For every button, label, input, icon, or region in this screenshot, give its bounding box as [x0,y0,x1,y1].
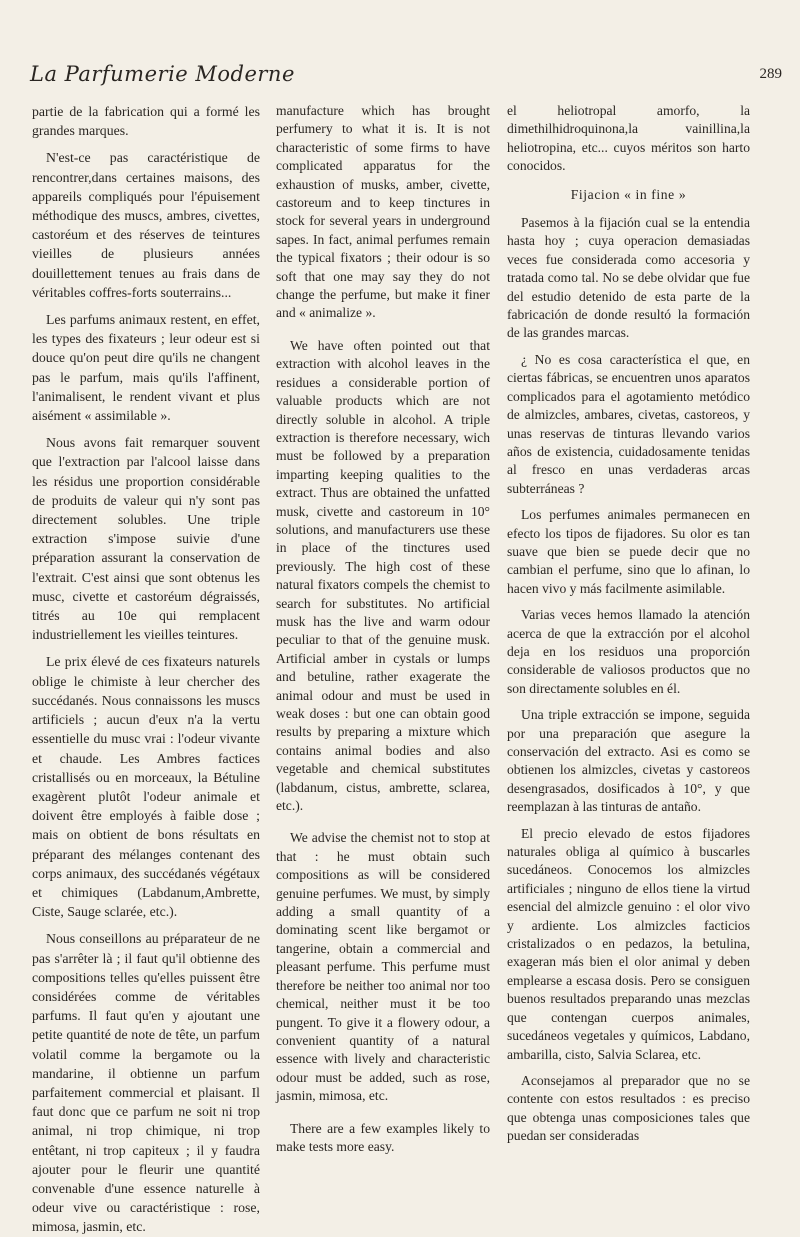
french-column [32,102,260,1235]
spanish-intro: el heliotropal amorfo, la dimethilhidroquinona,la vainillina,la heliotropina, etc... cuyos méritos son harto conocidos. [507,103,750,174]
french-paragraph: Nous conseillons au préparateur de ne pas s'arrêter là ; il faut qu'il obtienne des compositions telles qu'elles puissent être considérées comme de véritables parfums. Il faut qu'en y ajoutant une petite quantité de note de tête, un parfum volatil comme la bergamote ou la mandarine, il obtienne un parfum parfaitement commercial et plaisant. Il faut donc que ce parfum ne soit ni trop animal, ni trop chimique, ni trop entêtant, ni trop capiteux ; il y faudra ajouter pour le fleurir une quantité convenable d'une essence naturelle à odeur vive ou caractéristique : rose, mimosa, jasmin, etc. [32,931,260,1235]
english-paragraph: There are a few examples likely to make tests more easy. [276,1120,490,1154]
french-paragraph: N'est-ce pas caractéristique de rencontrer,dans certaines maisons, des appareils compliqués pour l'épuisement méthodique des muscs, ambres, civettes, castoréum et des réserves de teintures vieilles de plusieurs années douillettement tenues au frais dans de véritables coffres-forts souterrains... [32,150,260,300]
page-number: 289 [759,66,782,82]
spanish-paragraph: Los perfumes animales permanecen en efecto los tipos de fijadores. Su olor es tan suave que bien se puede decir que no cambian el perfume, sino que lo afinan, lo hacen vivo y más facilmente asimilable. [507,507,750,596]
spanish-paragraph: El precio elevado de estos fijadores naturales obliga al químico à buscarles sucedáneos. Conocemos los almizcles artificiales ; ninguno de ellos tiene la virtud esencial del almizcle genuino : el olor vivo y ardiente. Los almizcles facticios cristalizados o en pedazos, la betulina, exageran más bien el olor animal y deben emplearse a escasa dosis. Pero se consiguen buenos resultados preparando unas mezclas que contengan cuerpos animales, sucedáneos vegetales y químicos, Labdano, ambarilla, cisto, Salvia Sclarea, etc. [507,825,750,1062]
page-header [30,62,782,92]
english-paragraph: manufacture which has brought perfumery to what it is. It is not characteristic of some firms to have complicated apparatus for the exhaustion of musks, amber, civette, castoreum and to keep tinctures in stock for several years in underground sapes. In fact, animal perfumes remain the typical fixators ; their odour is so soft that one may say they do not change the perfume, but make it finer and « animalize ». [276,103,490,321]
spanish-paragraph: Una triple extracción se impone, seguida por una preparación que asegure la conservación del extracto. Asi es como se obtienen los almizcles, civetas y castoreos desengrasados, dosificados à 10°, y que reemplazan à las tinturas de antaño. [507,707,750,815]
french-paragraph: partie de la fabrication qui a formé les grandes marques. [32,104,260,139]
journal-title: La Parfumerie Moderne [30,62,295,86]
french-paragraph: Les parfums animaux restent, en effet, les types des fixateurs ; leur odeur est si douce qu'on peut dire qu'ils ne changent pas le parfum, mais qu'ils l'affinent, l'animalisent, le rendent vivant et plus aisément « assimilable ». [32,312,260,424]
spanish-paragraph: Aconsejamos al preparador que no se contente con estos resultados : es preciso que obtenga unas composiciones tales que puedan ser consideradas [507,1072,750,1144]
english-column [276,102,490,1154]
spanish-paragraph: Varias veces hemos llamado la atención acerca de que la extracción por el alcohol deja en los residuos una proporción considerable de valiosos productos que no son directamente solubles en él. [507,607,750,696]
spanish-column [507,102,750,1144]
spanish-paragraph: ¿ No es cosa característica el que, en ciertas fábricas, se encuentren unos aparatos complicados para el agotamiento metódico de almizcles, ambares, civetas, castoreos, y unas reservas de tinturas llevando varios años de existencia, cuidadosamente tenidas al fresco en unas verdaderas arcas subterráneas ? [507,351,750,496]
spanish-subheading: Fijacion « in fine » [570,186,687,202]
english-paragraph: We have often pointed out that extraction with alcohol leaves in the residues a considerable portion of valuable products which are not directly soluble in alcohol. A triple extraction is therefore necessary, wich must be followed by a preparation imparting keeping qualities to the extract. Thus are obtained the unfatted musk, civette and castoreum in 10° solutions, and manufacturers use these in place of the tinctures used previously. The high cost of these natural fixators compels the chemist to search for substitutes. No artificial musk has the live and warm odour peculiar to that of the genuine musk. Artificial amber in cystals or lumps and betuline, rather exagerate the animal odour and must be used in weak doses : but one can obtain good results by preparing a mixture which contains animal bodies and also vegetable and chemical substitutes (labdanum, cistus, ambrette, sclarea, etc.). [276,337,490,814]
english-paragraph: We advise the chemist not to stop at that : he must obtain such compositions as will be considered genuine perfumes. We must, by simply adding a small quantity of a dominating scent like bergamot or tangerine, obtain a commercial and pleasant perfume. This perfume must therefore be neither too animal nor too chemical, neither must it be too pungent. To give it a flowery odour, a convenient quantity of a natural essence with lively and characteristic odour must be added, such as rose, jasmin, mimosa, etc. [276,830,490,1104]
french-paragraph: Le prix élevé de ces fixateurs naturels oblige le chimiste à leur chercher des succédanés. Nous connaissons les muscs artificiels ; aucun d'eux n'a la vertu essentielle du musc vrai : l'odeur vivante et chaude. Les Ambres factices cristallisés ou en morceaux, la Bétuline exagèrent plutôt l'odeur animale et doivent être employés à faible dose ; mais on obtient de bons résultats en préparant des mélanges contenant des corps animaux, des succédanés végétaux et chimiques (Labdanum,Ambrette, Ciste, Sauge sclarée, etc.). [32,654,260,920]
french-paragraph: Nous avons fait remarquer souvent que l'extraction par l'alcool laisse dans les résidus une proportion considérable de produits de valeur qui n'y sont pas directement solubles. Une triple extraction s'impose suivie d'une préparation assurant la conservation de l'extrait. C'est ainsi que sont obtenus les musc, civette et castoréum dégraissés, titrés au 10e qui remplacent industriellement les vieilles teintures. [32,435,260,643]
spanish-paragraph: Pasemos à la fijación cual se la entendia hasta hoy ; cuya operacion demasiadas veces fue considerada como accesoria y tratada como tal. No se debe olvidar que fue del estudio detenido de esta parte de la fabricación de donde resultó la formación de las grandes marcas. [507,215,750,341]
